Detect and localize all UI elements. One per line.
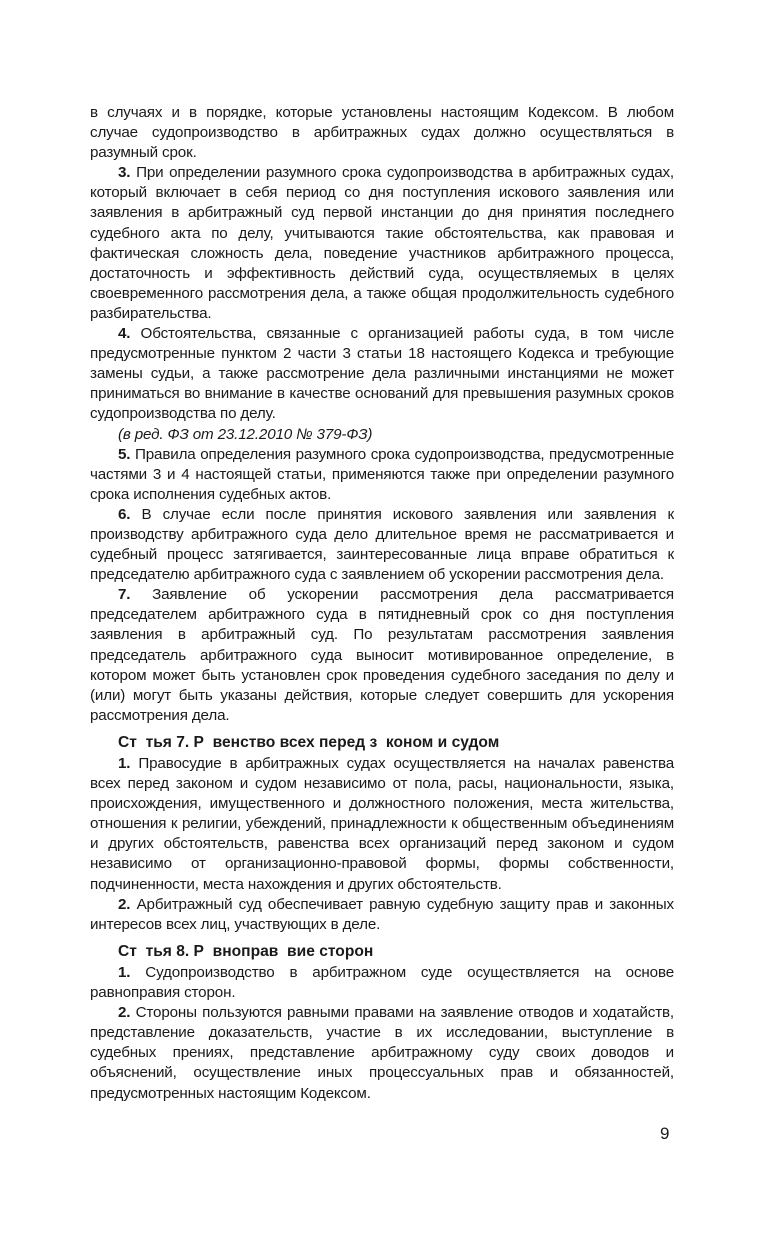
article6-part-4: 4. Обстоятельства, связанные с организацией работы суда, в том числе предусмотренные пунктом 2 части 3 статьи 18 настоящего Кодекса и требующие замены судьи, а также рассмотрение дела различными инстанциями не может приниматься во внимание в качестве оснований для превышения разумных сроков судопроизводства по делу. [90,325,674,423]
article6-part-7: 7. Заявление об ускорении рассмотрения дела рассматривается председателем арбитражного суда в пятидневный срок со дня поступления заявления в арбитражный суд. По результатам рассмотрения заявления председатель арбитражного суда выносит мотивированное определение, в котором может быть установлен срок проведения судебного заседания по делу и (или) могут быть указаны действия, которые следует совершить для ускорения рассмотрения дела. [90,586,674,724]
article6-part-3: 3. При определении разумного срока судопроизводства в арбитражных судах, который включает в себя период со дня поступления искового заявления или заявления в арбитражный суд первой инстанции до дня принятия последнего судебного акта по делу, учитываются такие обстоятельства, как правовая и фактическая сложность дела, поведение участников арбитражного процесса, достаточность и эффективность действий суда, осуществляемых в целях своевременного рассмотрения дела, а также общая продолжительность судебного разбирательства. [90,164,674,322]
intro-paragraph: в случаях и в порядке, которые установлены настоящим Кодексом. В любом случае судопроизводство в арбитражных судах должно осуществляться в разумный срок. [90,104,674,162]
page-number: 9 [660,1124,670,1143]
article8-part-2: 2. Стороны пользуются равными правами на заявление отводов и ходатайств, представление доказательств, участие в их исследовании, выступление в судебных прениях, представление арбитражному суду своих доводов и объяснений, осуществление иных процессуальных прав и обязанностей, предусмотренных настоящим Кодексом. [90,1004,674,1102]
article7-part-2: 2. Арбитражный суд обеспечивает равную судебную защиту прав и законных интересов всех лиц, участвующих в деле. [90,895,674,933]
amendment-note: (в ред. ФЗ от 23.12.2010 № 379-ФЗ) [118,425,373,443]
article6-part-5: 5. Правила определения разумного срока судопроизводства, предусмотренные частями 3 и 4 настоящей статьи, применяются также при определении разумного срока исполнения судебных актов. [90,445,674,503]
article8-part-1: 1. Судопроизводство в арбитражном суде осуществляется на основе равноправия сторон. [90,963,675,1002]
article7-heading: Ст тья 7. Р венство всех перед з коном и судом [118,733,500,751]
article8-heading: Ст тья 8. Р вноправ вие сторон [118,942,374,960]
article7-part-1: 1. Правосудие в арбитражных судах осуществляется на началах равенства всех перед законом и судом независимо от пола, расы, национальности, языка, происхождения, имущественного и должностного положения, места жительства, отношения к религии, убеждений, принадлежности к общественным объединениям и других обстоятельств, равенства всех организаций перед законом и судом независимо от организационно-правовой формы, формы собственности, подчиненности, места нахождения и других обстоятельств. [90,755,674,893]
article6-part-6: 6. В случае если после принятия искового заявления или заявления к производству арбитражного суда дело длительное время не рассматривается и судебный процесс затягивается, заинтересованные лица вправе обратиться к председателю арбитражного суда с заявлением об ускорении рассмотрения дела. [90,505,674,584]
page-body [90,103,674,1104]
